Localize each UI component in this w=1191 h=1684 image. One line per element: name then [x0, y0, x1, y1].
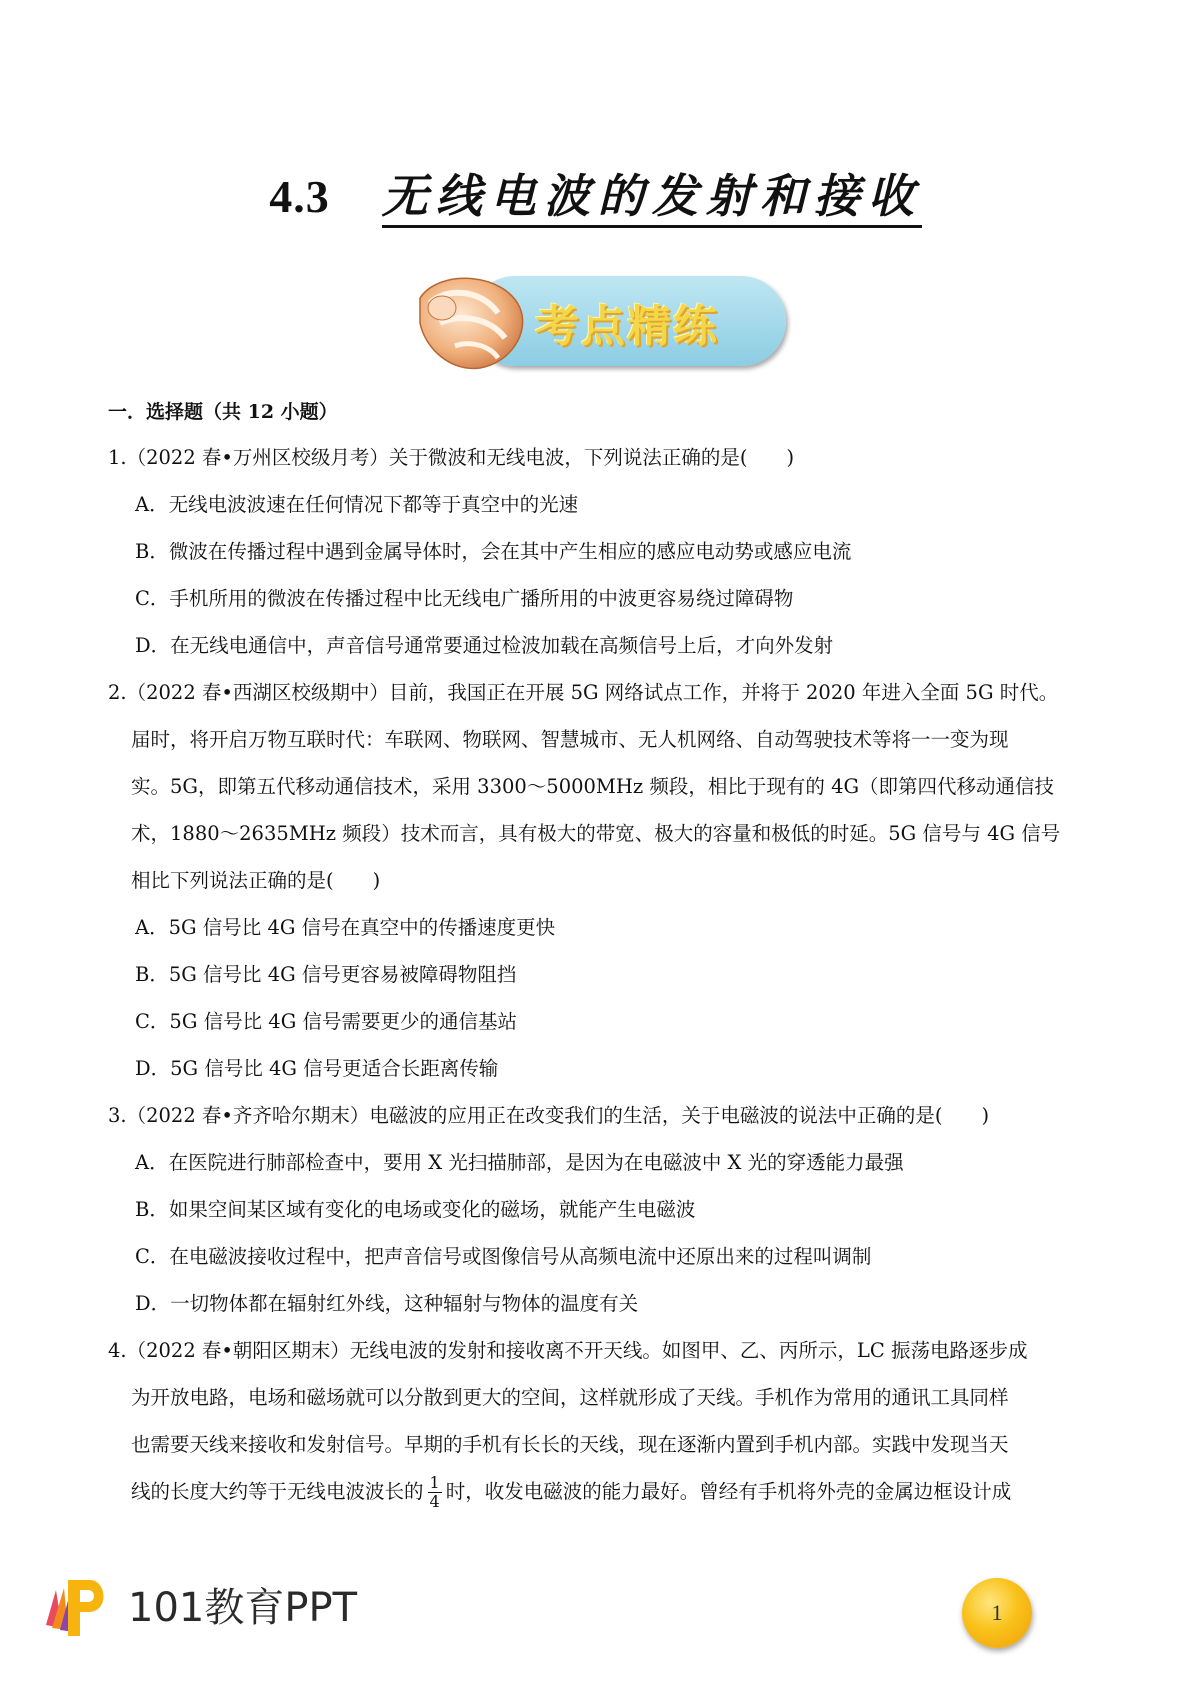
option-b: B．如果空间某区域有变化的电场或变化的磁场，就能产生电磁波	[135, 1198, 696, 1221]
question-section	[108, 400, 1098, 1515]
fraction-denominator: 4	[429, 1492, 440, 1511]
stem-text: 线的长度大约等于无线电波波长的	[131, 1480, 424, 1503]
option-c: C．5G 信号比 4G 信号需要更少的通信基站	[135, 1010, 517, 1033]
option-a: A．无线电波波速在任何情况下都等于真空中的光速	[135, 493, 579, 516]
option-b: B．5G 信号比 4G 信号更容易被障碍物阻挡	[135, 963, 517, 986]
question-2	[108, 669, 1098, 1092]
section-number: 4.3	[269, 171, 330, 222]
exercise-banner	[410, 268, 790, 374]
option-b: B．微波在传播过程中遇到金属导体时，会在其中产生相应的感应电动势或感应电流	[135, 540, 852, 563]
question-stem-cont	[108, 1468, 1098, 1515]
fraction	[428, 1474, 442, 1511]
brand-name: 101教育PPT	[128, 1585, 358, 1631]
option-c: C．手机所用的微波在传播过程中比无线电广播所用的中波更容易绕过障碍物	[135, 587, 794, 610]
question-3	[108, 1092, 1098, 1327]
question-stem: 1.（2022 春•万州区校级月考）关于微波和无线电波，下列说法正确的是( )	[108, 446, 795, 469]
stem-text: 时，收发电磁波的能力最好。曾经有手机将外壳的金属边框设计成	[445, 1480, 1012, 1503]
question-1	[108, 434, 1098, 669]
chapter-title: 无线电波的发射和接收	[382, 169, 922, 228]
fraction-numerator: 1	[429, 1473, 440, 1492]
banner-title: 考点精练	[535, 301, 719, 352]
question-stem-cont: 也需要天线来接收和发射信号。早期的手机有长长的天线，现在逐渐内置到手机内部。实践中发现当天	[131, 1433, 1009, 1456]
question-stem-cont: 为开放电路，电场和磁场就可以分散到更大的空间，这样就形成了天线。手机作为常用的通讯工具同样	[131, 1386, 1009, 1409]
page-number: 1	[962, 1578, 1032, 1648]
question-stem: 4.（2022 春•朝阳区期末）无线电波的发射和接收离不开天线。如图甲、乙、丙所示，LC 振荡电路逐步成	[108, 1339, 1028, 1362]
question-stem: 2.（2022 春•西湖区校级期中）目前，我国正在开展 5G 网络试点工作，并将于 2020 年进入全面 5G 时代。	[108, 681, 1059, 704]
question-stem-cont: 届时，将开启万物互联时代：车联网、物联网、智慧城市、无人机网络、自动驾驶技术等将一一变为现	[131, 728, 1009, 751]
question-stem-cont: 相比下列说法正确的是( )	[131, 869, 381, 892]
option-c: C．在电磁波接收过程中，把声音信号或图像信号从高频电流中还原出来的过程叫调制	[135, 1245, 872, 1268]
question-stem: 3.（2022 春•齐齐哈尔期末）电磁波的应用正在改变我们的生活，关于电磁波的说法中正确的是( )	[108, 1104, 990, 1127]
question-stem-cont: 实。5G，即第五代移动通信技术，采用 3300～5000MHz 频段，相比于现有的 4G（即第四代移动通信技	[131, 775, 1055, 798]
question-stem-cont: 术，1880～2635MHz 频段）技术而言，具有极大的带宽、极大的容量和极低的时延。5G 信号与 4G 信号	[131, 822, 1061, 845]
question-4	[108, 1327, 1098, 1515]
option-a: A．在医院进行肺部检查中，要用 X 光扫描肺部，是因为在电磁波中 X 光的穿透能力最强	[135, 1151, 904, 1174]
brand-logo-icon	[38, 1570, 118, 1640]
seashell-icon	[410, 268, 540, 374]
brand-logo	[38, 1570, 358, 1640]
page-title	[0, 160, 1191, 226]
option-d: D．在无线电通信中，声音信号通常要通过检波加载在高频信号上后，才向外发射	[135, 634, 834, 657]
option-d: D．5G 信号比 4G 信号更适合长距离传输	[135, 1057, 499, 1080]
option-a: A．5G 信号比 4G 信号在真空中的传播速度更快	[135, 916, 556, 939]
option-d: D．一切物体都在辐射红外线，这种辐射与物体的温度有关	[135, 1292, 639, 1315]
section-heading: 一．选择题（共 12 小题）	[108, 401, 338, 423]
